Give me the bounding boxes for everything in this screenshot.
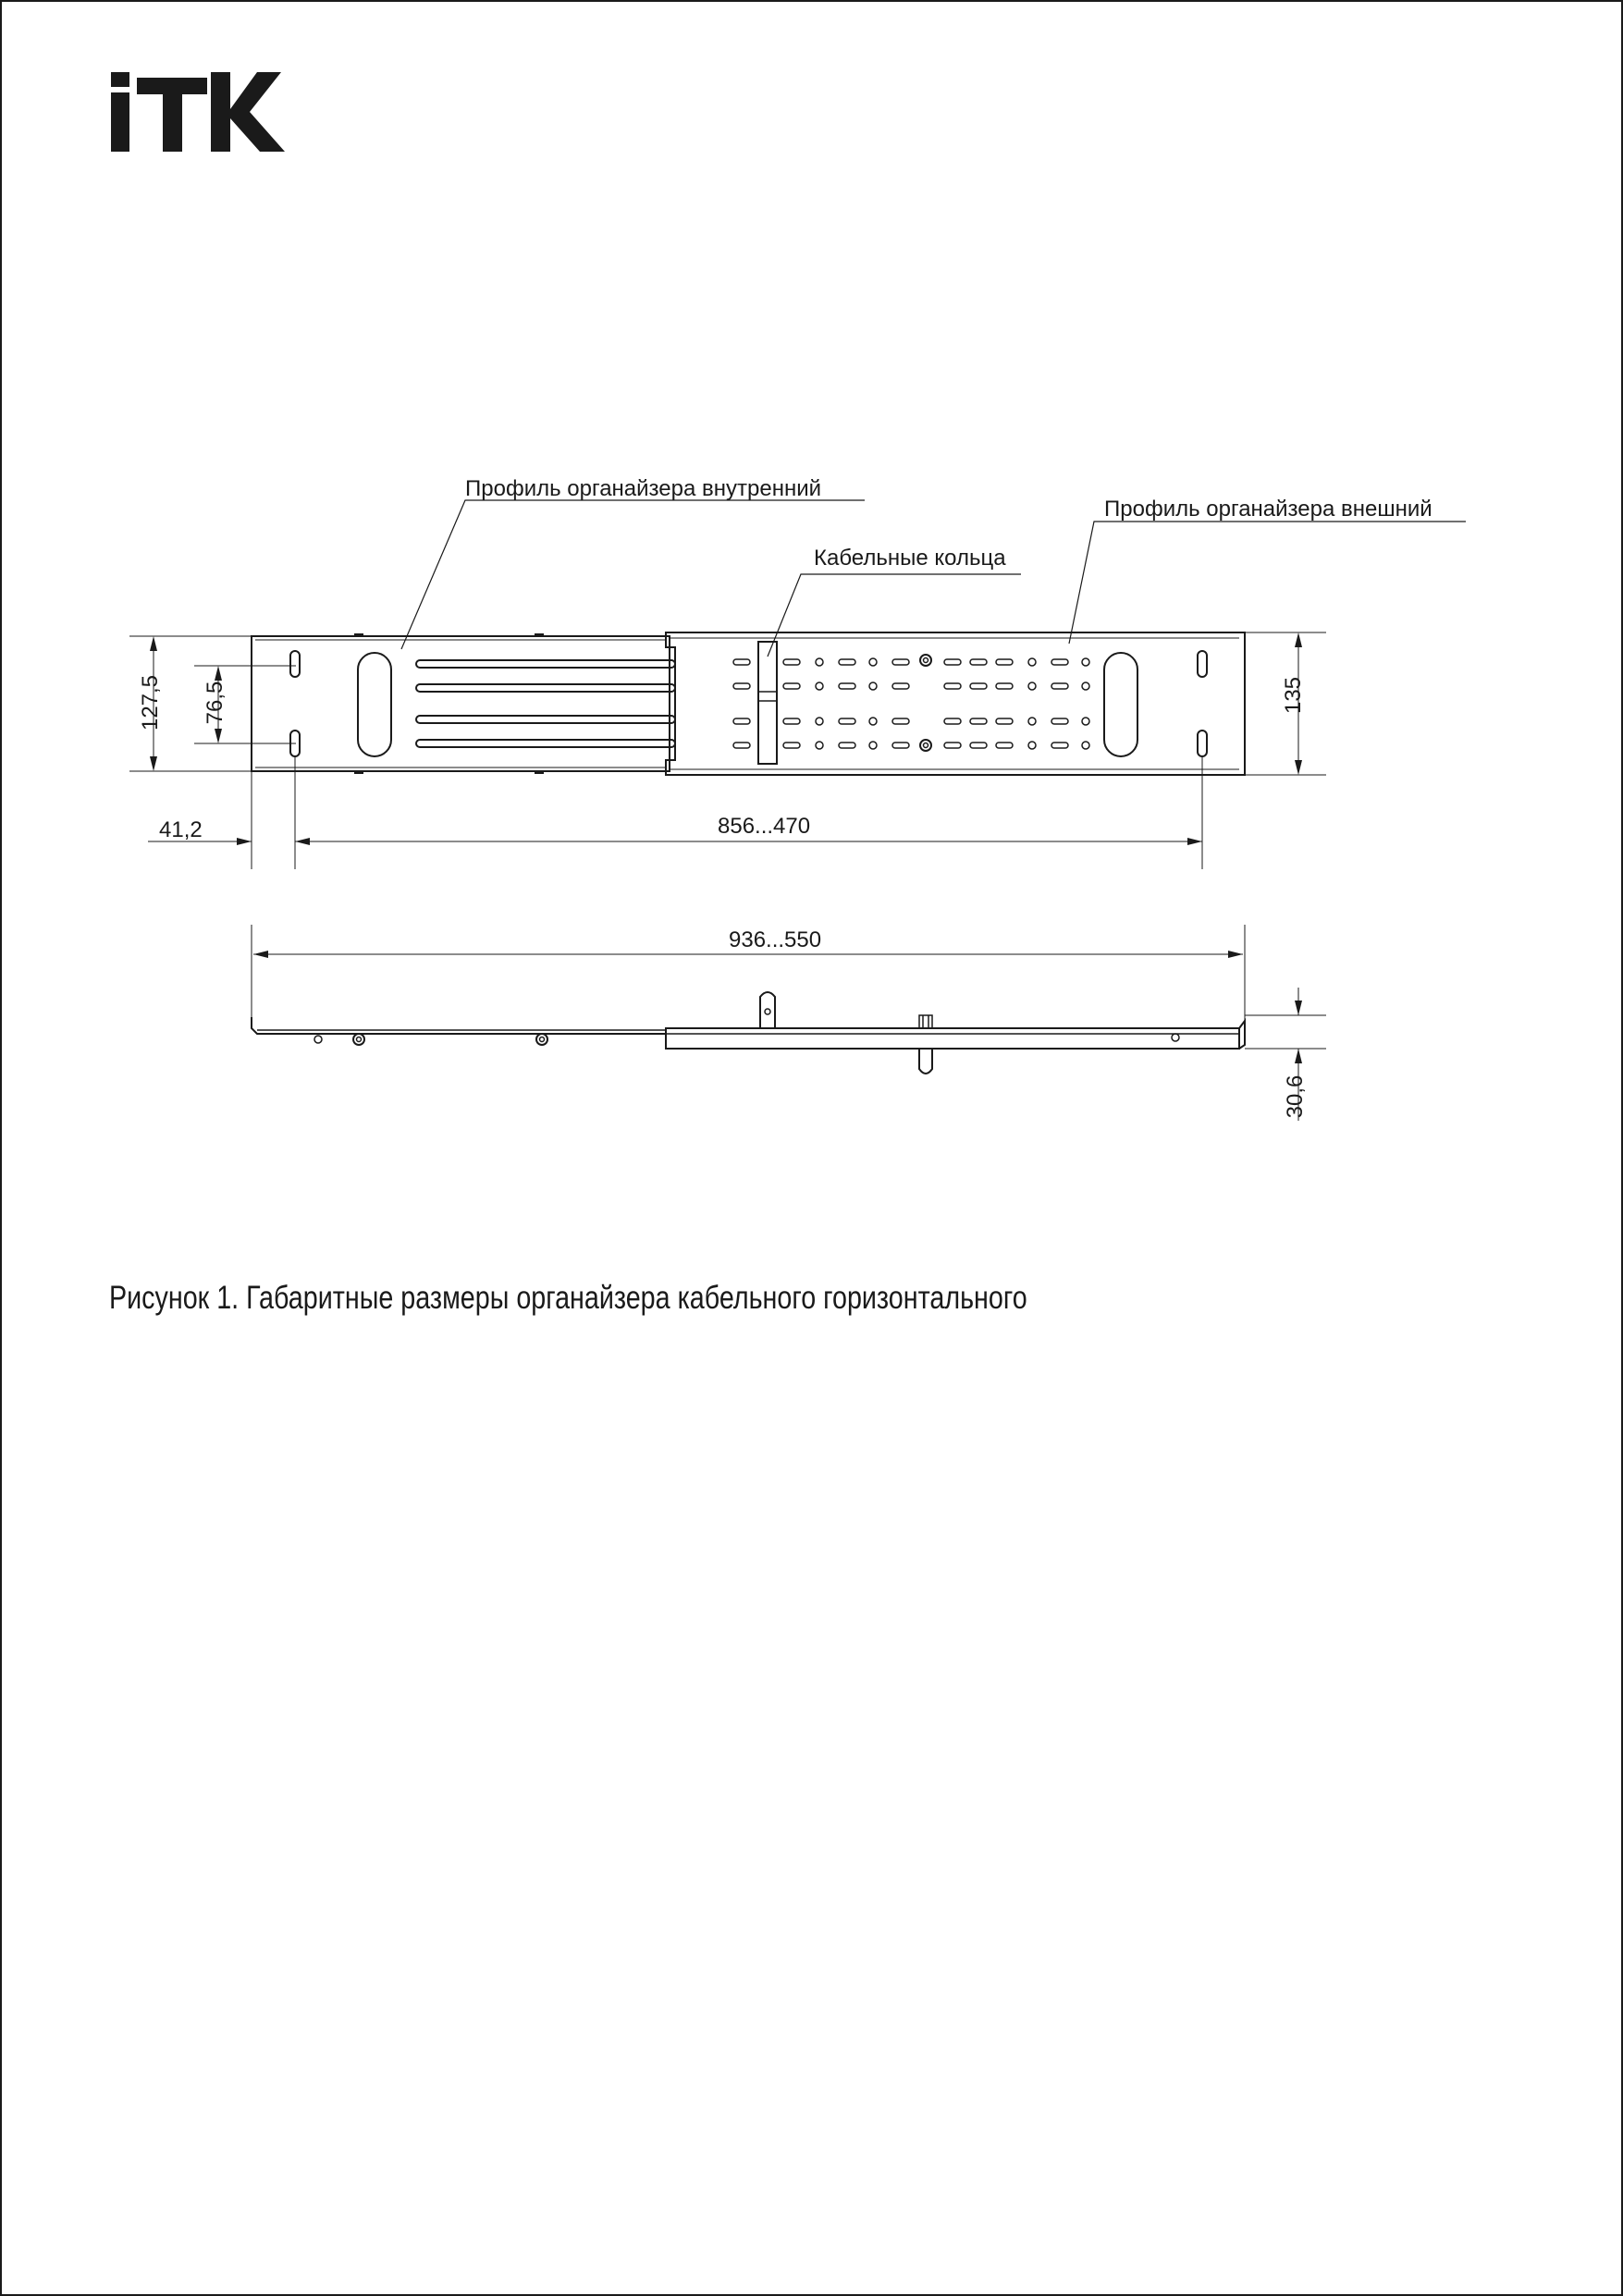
perforation-hole <box>869 682 877 690</box>
perforation-slot <box>733 718 750 724</box>
perforation-slot <box>970 659 987 665</box>
dim-height-outer: 127,5 <box>138 674 163 731</box>
perforation-hole <box>1082 658 1089 666</box>
perforation-slot <box>1051 718 1068 724</box>
perforation-hole <box>1028 742 1036 749</box>
callout-outer-profile: Профиль органайзера внешний <box>1104 497 1432 522</box>
perforation-slot <box>1051 659 1068 665</box>
perforation-slot <box>783 683 800 689</box>
perforation-hole <box>1028 718 1036 725</box>
perforation-slot <box>733 683 750 689</box>
top-view <box>252 632 1245 775</box>
perforation-slot <box>944 743 961 748</box>
perforation-slot <box>839 683 855 689</box>
perforation-hole <box>869 718 877 725</box>
dim-offset-left: 41,2 <box>159 817 203 842</box>
perforation-hole <box>816 718 823 725</box>
perforation-slot <box>970 718 987 724</box>
dim-span-bottom: 936...550 <box>729 927 822 952</box>
perforation-hole <box>1082 742 1089 749</box>
perforation-slot <box>892 718 909 724</box>
callout-inner-profile: Профиль органайзера внутренний <box>465 476 822 501</box>
dim-height-right: 135 <box>1281 676 1306 715</box>
perforation-slot <box>996 743 1013 748</box>
perforation-slot <box>970 683 987 689</box>
perforation-slot <box>892 659 909 665</box>
perforation-slot <box>892 743 909 748</box>
perforation-hole <box>1082 718 1089 725</box>
perforation-slot <box>839 743 855 748</box>
perforation-slot <box>944 683 961 689</box>
side-view <box>252 925 1326 1121</box>
perforation-slot <box>944 659 961 665</box>
perforation-hole <box>869 742 877 749</box>
perforation-slot <box>839 718 855 724</box>
figure-caption: Рисунок 1. Габаритные размеры органайзера кабельного горизонтального <box>109 1280 1027 1316</box>
perforation-hole <box>1028 658 1036 666</box>
perforation-hole <box>816 742 823 749</box>
perforation-grid <box>733 658 1089 749</box>
callout-cable-rings: Кабельные кольца <box>814 546 1006 571</box>
perforation-slot <box>733 743 750 748</box>
perforation-hole <box>1028 682 1036 690</box>
dim-span-top: 856...470 <box>718 814 811 839</box>
perforation-slot <box>783 743 800 748</box>
perforation-slot <box>783 659 800 665</box>
perforation-slot <box>996 659 1013 665</box>
perforation-hole <box>1082 682 1089 690</box>
perforation-slot <box>733 659 750 665</box>
perforation-slot <box>892 683 909 689</box>
perforation-slot <box>970 743 987 748</box>
perforation-slot <box>1051 743 1068 748</box>
perforation-slot <box>996 718 1013 724</box>
perforation-slot <box>944 718 961 724</box>
perforation-slot <box>1051 683 1068 689</box>
perforation-slot <box>996 683 1013 689</box>
perforation-hole <box>816 658 823 666</box>
perforation-slot <box>783 718 800 724</box>
perforation-hole <box>816 682 823 690</box>
dim-height-inner: 76,5 <box>203 681 227 725</box>
perforation-hole <box>869 658 877 666</box>
dim-depth: 30,6 <box>1283 1074 1308 1119</box>
perforation-slot <box>839 659 855 665</box>
